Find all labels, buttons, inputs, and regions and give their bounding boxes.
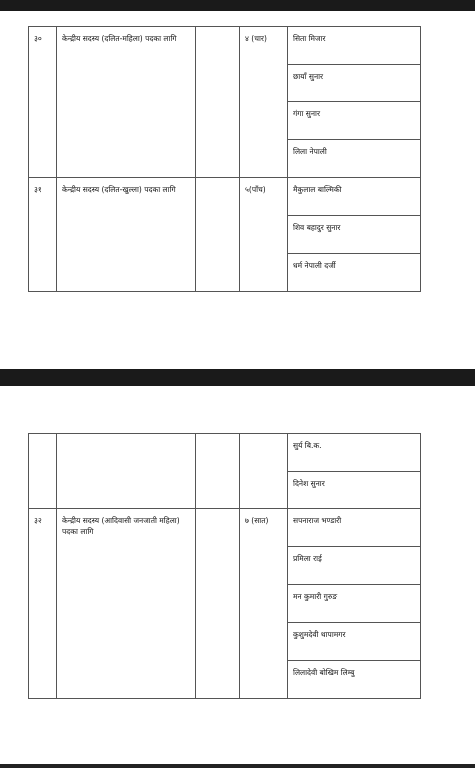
candidate-name: गंगा सुनार xyxy=(288,102,421,140)
post-title: केन्द्रीय सदस्य (आदिवासी जनजाती महिला) पदका लागि xyxy=(57,509,196,699)
page-divider-band xyxy=(0,369,475,386)
post-title: केन्द्रीय सदस्य (दलित-खुल्ला) पदका लागि xyxy=(57,178,196,292)
candidate-name: लिला नेपाली xyxy=(288,140,421,178)
serial-number: ३१ xyxy=(29,178,57,292)
top-dark-band xyxy=(0,0,475,11)
candidates-table-page-2 xyxy=(28,433,421,699)
candidate-name: दिनेश सुनार xyxy=(288,472,421,509)
empty-cell xyxy=(196,178,240,292)
candidate-name: प्रमिला राई xyxy=(288,547,421,585)
candidate-name: शिव बहादुर सुनार xyxy=(288,216,421,254)
empty-cell xyxy=(57,434,196,509)
seat-count: ५(पाँच) xyxy=(240,178,288,292)
seat-count: ७ (सात) xyxy=(240,509,288,699)
table-row xyxy=(29,509,421,547)
table-row xyxy=(29,27,421,65)
candidate-name: छायाँ सुनार xyxy=(288,65,421,102)
seat-count: ४ (चार) xyxy=(240,27,288,178)
table-row xyxy=(29,178,421,216)
empty-cell xyxy=(196,509,240,699)
empty-cell xyxy=(29,434,57,509)
candidate-name: धर्म नेपाली दर्जी xyxy=(288,254,421,292)
candidate-name: लिलादेवी बोखिम लिम्बु xyxy=(288,661,421,699)
serial-number: ३२ xyxy=(29,509,57,699)
table-row xyxy=(29,434,421,472)
candidate-name: मैकुलाल बाल्मिकी xyxy=(288,178,421,216)
empty-cell xyxy=(196,27,240,178)
candidate-name: कुशुमदेवी थापामगर xyxy=(288,623,421,661)
post-title: केन्द्रीय सदस्य (दलित-महिला) पदका लागि xyxy=(57,27,196,178)
empty-cell xyxy=(240,434,288,509)
candidate-name: सपनाराज भण्डारी xyxy=(288,509,421,547)
candidate-name: मन कुमारी गुरुङ xyxy=(288,585,421,623)
empty-cell xyxy=(196,434,240,509)
candidate-name: सुर्य बि.क. xyxy=(288,434,421,472)
candidate-name: सिता मिजार xyxy=(288,27,421,65)
bottom-dark-line xyxy=(0,764,475,768)
serial-number: ३० xyxy=(29,27,57,178)
candidates-table-page-1 xyxy=(28,26,421,292)
